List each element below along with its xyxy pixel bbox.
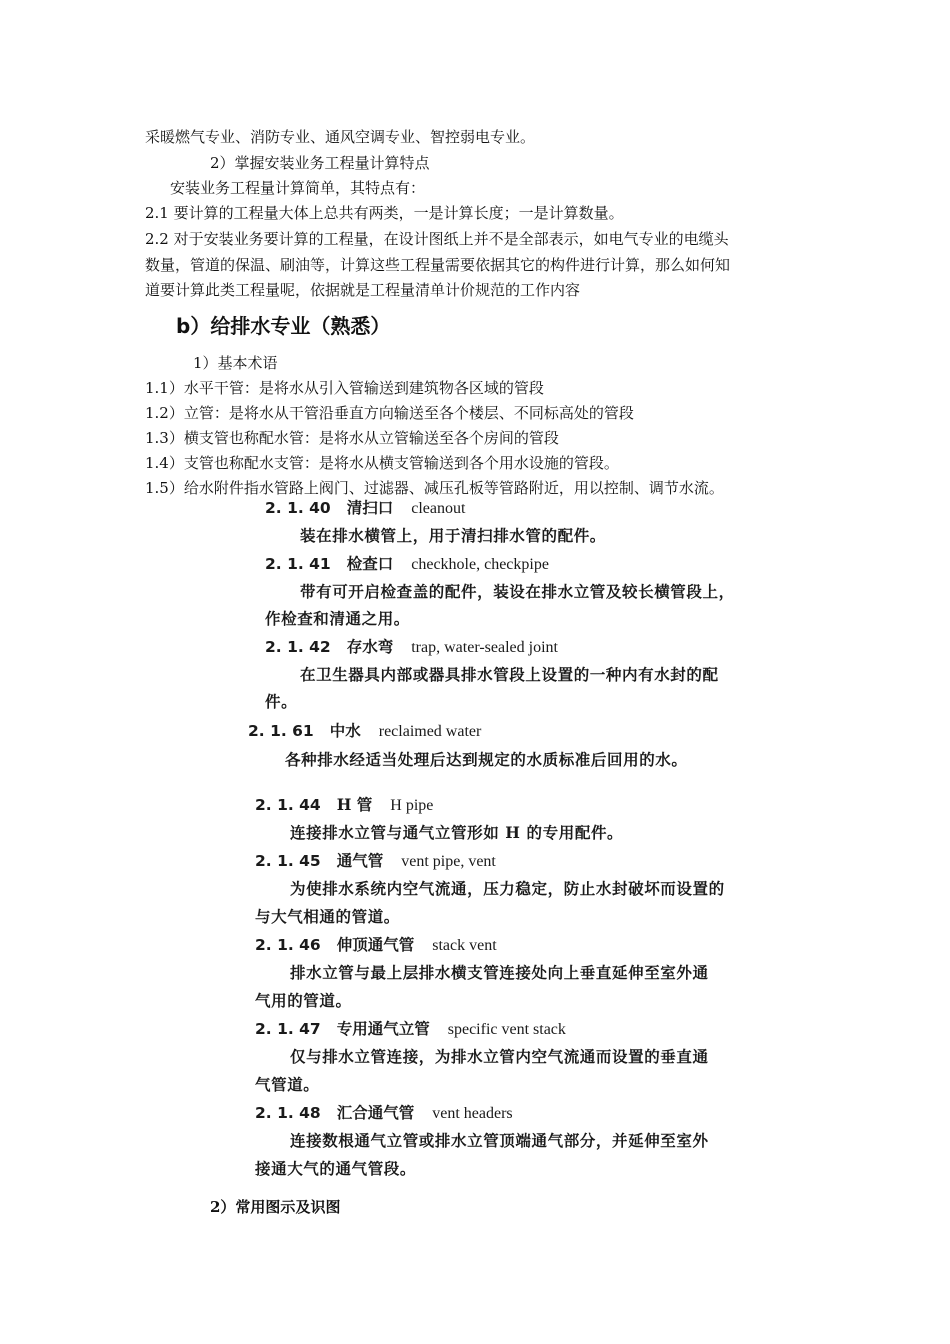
list-item: 1.4）支管也称配水支管：是将水从横支管输送到各个用水设施的管段。	[145, 454, 619, 472]
list-item: 1.1）水平干管：是将水从引入管输送到建筑物各区域的管段	[145, 379, 544, 397]
section-heading-drainage: b）给排水专业（熟悉）	[176, 314, 391, 338]
term-definition: 在卫生器具内部或器具排水管段上设置的一种内有水封的配	[300, 665, 719, 684]
list-item: 1.2）立管：是将水从干管沿垂直方向输送至各个楼层、不同标高处的管段	[145, 404, 634, 422]
term-number: 2. 1. 44	[255, 796, 321, 814]
term-number: 2. 1. 41	[265, 555, 331, 573]
intro-line: 安装业务工程量计算简单，其特点有：	[170, 179, 426, 197]
term-chinese: 汇合通气管	[336, 1103, 415, 1122]
term-heading	[248, 720, 481, 743]
term-chinese: 通气管	[336, 851, 384, 870]
term-english: vent headers	[432, 1105, 513, 1122]
term-definition: 带有可开启检查盖的配件，装设在排水立管及较长横管段上，	[300, 582, 735, 601]
term-number: 2. 1. 61	[248, 722, 314, 740]
term-english: checkhole, checkpipe	[411, 556, 549, 573]
subheading-install-features: 2）掌握安装业务工程量计算特点	[210, 154, 430, 172]
term-number: 2. 1. 48	[255, 1104, 321, 1122]
term-chinese: 存水弯	[346, 637, 394, 656]
term-heading	[255, 794, 433, 817]
term-number: 2. 1. 46	[255, 936, 321, 954]
term-chinese: 专用通气立管	[336, 1019, 430, 1038]
term-heading	[255, 1018, 566, 1041]
paragraph-2-2-line2: 数量，管道的保温、刷油等，计算这些工程量需要依据其它的构件进行计算，那么如何知	[145, 256, 731, 274]
term-heading	[255, 1102, 513, 1125]
term-english: H pipe	[390, 797, 434, 814]
term-definition: 气管道。	[255, 1075, 320, 1094]
term-english: reclaimed water	[378, 723, 482, 740]
term-number: 2. 1. 42	[265, 638, 331, 656]
term-heading	[265, 497, 465, 520]
term-definition: 件。	[265, 692, 298, 711]
paragraph-2-2-line3: 道要计算此类工程量呢，依据就是工程量清单计价规范的工作内容	[145, 281, 581, 299]
term-definition: 作检查和清通之用。	[265, 609, 410, 628]
term-definition: 连接数根通气立管或排水立管顶端通气部分，并延伸至室外	[290, 1131, 709, 1150]
term-heading	[265, 553, 549, 576]
subheading-basic-terms: 1）基本术语	[193, 354, 278, 372]
term-definition: 接通大气的通气管段。	[255, 1159, 417, 1178]
term-definition: 排水立管与最上层排水横支管连接处向上垂直延伸至室外通	[290, 963, 709, 982]
term-chinese: 清扫口	[346, 498, 394, 517]
term-number: 2. 1. 47	[255, 1020, 321, 1038]
term-definition: 与大气相通的管道。	[255, 907, 400, 926]
list-item: 1.3）横支管也称配水管：是将水从立管输送至各个房间的管段	[145, 429, 559, 447]
term-heading	[255, 934, 497, 957]
term-definition: 装在排水横管上，用于清扫排水管的配件。	[300, 526, 606, 545]
term-english: stack vent	[432, 937, 497, 954]
term-english: specific vent stack	[447, 1021, 566, 1038]
list-item: 1.5）给水附件指水管路上阀门、过滤器、减压孔板等管路附近，用以控制、调节水流。	[145, 479, 724, 497]
term-definition: 各种排水经适当处理后达到规定的水质标准后回用的水。	[285, 750, 688, 769]
intro-line: 采暖燃气专业、消防专业、通风空调专业、智控弱电专业。	[145, 128, 536, 146]
term-definition: 气用的管道。	[255, 991, 352, 1010]
term-chinese: H 管	[336, 795, 373, 814]
term-english: cleanout	[411, 500, 466, 517]
paragraph-2-2-line1: 2.2 对于安装业务要计算的工程量，在设计图纸上并不是全部表示，如电气专业的电缆头	[145, 230, 729, 248]
term-chinese: 检查口	[346, 554, 394, 573]
term-english: trap, water-sealed joint	[411, 639, 558, 656]
paragraph-2-1: 2.1 要计算的工程量大体上总共有两类，一是计算长度；一是计算数量。	[145, 204, 624, 222]
term-definition: 仅与排水立管连接，为排水立管内空气流通而设置的垂直通	[290, 1047, 709, 1066]
term-heading	[265, 636, 558, 659]
term-number: 2. 1. 45	[255, 852, 321, 870]
term-heading	[255, 850, 496, 873]
term-definition: 连接排水立管与通气立管形如 H 的专用配件。	[290, 823, 624, 842]
term-chinese: 中水	[329, 721, 361, 740]
term-definition: 为使排水系统内空气流通，压力稳定，防止水封破坏而设置的	[290, 879, 725, 898]
subheading-diagrams: 2）常用图示及识图	[210, 1198, 341, 1216]
term-chinese: 伸顶通气管	[336, 935, 415, 954]
term-english: vent pipe, vent	[401, 853, 496, 870]
term-number: 2. 1. 40	[265, 499, 331, 517]
